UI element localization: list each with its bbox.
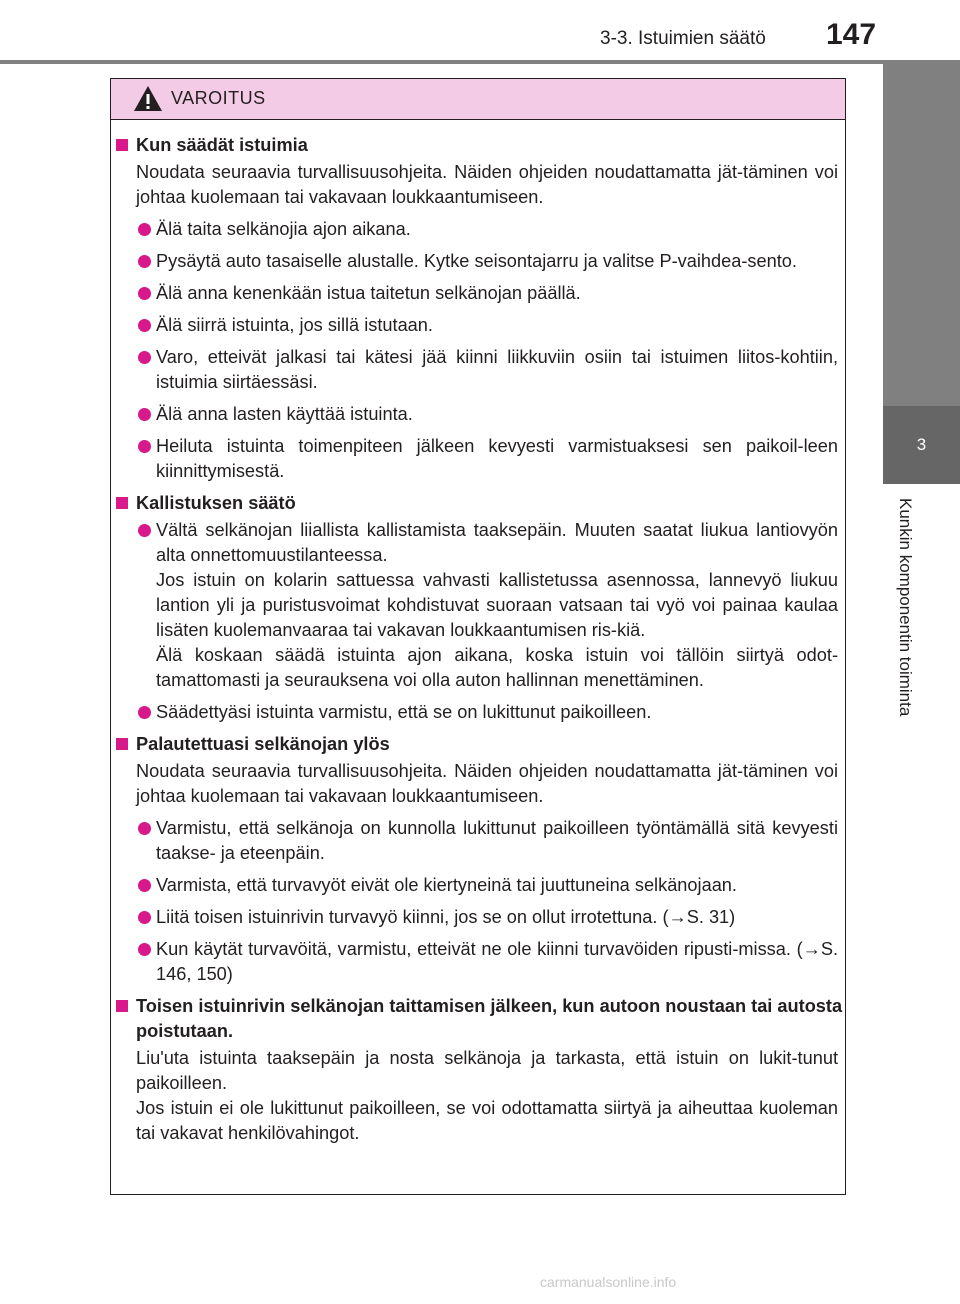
bullet-dot-icon — [138, 524, 151, 537]
section-square-icon — [116, 139, 128, 151]
bullet-item — [111, 402, 845, 427]
bullet-dot-icon — [138, 287, 151, 300]
section-heading-text: Kun säädät istuimia — [136, 135, 308, 155]
bullet-item — [111, 249, 845, 274]
bullet-dot-icon — [138, 408, 151, 421]
bullet-text: Kun käytät turvavöitä, varmistu, etteivät ne ole kiinni turvavöiden ripusti-missa. (→S. 146, 150) — [156, 939, 838, 984]
bullet-text: Liitä toisen istuinrivin turvavyö kiinni, jos se on ollut irrotettuna. (→S. 31) — [156, 907, 736, 927]
bullet-item — [111, 700, 845, 725]
warning-title: VAROITUS — [171, 88, 266, 108]
section-heading-text: Toisen istuinrivin selkänojan taittamisen jälkeen, kun autoon noustaan tai autosta poistutaan. — [136, 996, 843, 1041]
watermark: carmanualsonline.info — [540, 1274, 677, 1290]
bullet-text: Älä anna lasten käyttää istuinta. — [156, 404, 413, 424]
bullet-item — [111, 434, 845, 484]
section-heading — [111, 994, 845, 1044]
section-heading — [111, 491, 845, 516]
bullet-text: Älä anna kenenkään istua taitetun selkänojan päällä. — [156, 283, 581, 303]
bullet-dot-icon — [138, 706, 151, 719]
bullet-item — [111, 816, 845, 866]
bullet-item — [111, 518, 845, 693]
bullet-dot-icon — [138, 911, 151, 924]
section-paragraph: Jos istuin ei ole lukittunut paikoilleen, se voi odottamatta siirtyä ja aiheuttaa kuoleman tai vakavat henkilövahingot. — [136, 1098, 838, 1143]
section-heading — [111, 133, 845, 158]
chapter-tab[interactable]: 3 — [883, 406, 960, 484]
bullet-text: Varmista, että turvavyöt eivät ole kiertyneinä tai juuttuneina selkänojaan. — [156, 875, 737, 895]
bullet-dot-icon — [138, 440, 151, 453]
section-paragraph: Noudata seuraavia turvallisuusohjeita. Näiden ohjeiden noudattamatta jät-täminen voi johtaa kuolemaan tai vakavaan loukkaantumiseen. — [136, 162, 838, 207]
bullet-item — [111, 345, 845, 395]
section-title: 3-3. Istuimien säätö — [600, 28, 766, 49]
section-heading — [111, 732, 845, 757]
bullet-text: Älä siirrä istuinta, jos sillä istutaan. — [156, 315, 433, 335]
bullet-dot-icon — [138, 822, 151, 835]
section-square-icon — [116, 497, 128, 509]
chapter-title — [895, 498, 919, 738]
bullet-text: Älä koskaan säädä istuinta ajon aikana, koska istuin voi tällöin siirtyä odot-tamattomasti ja seurauksena voi olla auton hallinnan menettäminen. — [156, 645, 838, 690]
bullet-item — [111, 873, 845, 898]
bullet-text: Säädettyäsi istuinta varmistu, että se on lukittunut paikoilleen. — [156, 702, 652, 722]
bullet-item — [111, 905, 845, 930]
section-square-icon — [116, 738, 128, 750]
section-square-icon — [116, 1000, 128, 1012]
section-paragraph: Liu'uta istuinta taaksepäin ja nosta selkänoja ja tarkasta, että istuin on lukit-tunut paikoilleen. — [136, 1048, 838, 1093]
bullet-dot-icon — [138, 319, 151, 332]
bullet-item — [111, 313, 845, 338]
chapter-title-text: Kunkin komponentin toiminta — [896, 498, 915, 717]
bullet-text: Varo, etteivät jalkasi tai kätesi jää kiinni liikkuviin osiin tai istuimen liitos-kohtiin, istuimia siirtäessäsi. — [156, 347, 838, 392]
bullet-dot-icon — [138, 351, 151, 364]
bullet-item — [111, 281, 845, 306]
bullet-dot-icon — [138, 223, 151, 236]
warning-box — [110, 78, 846, 1195]
bullet-dot-icon — [138, 255, 151, 268]
bullet-text: Jos istuin on kolarin sattuessa vahvasti kallistetussa asennossa, lannevyö liukuu lantion yli ja puristusvoimat kohdistuvat suoraan vatsaan tai vyö voi painaa kaulaa lisäten kuolemanvaaraa tai vakavan loukkaantumisen ris-kiä. — [156, 570, 838, 640]
bullet-text: Älä taita selkänojia ajon aikana. — [156, 219, 411, 239]
side-band — [883, 64, 960, 406]
section-paragraph: Noudata seuraavia turvallisuusohjeita. Näiden ohjeiden noudattamatta jät-täminen voi johtaa kuolemaan tai vakavaan loukkaantumiseen. — [136, 761, 838, 806]
bullet-text: Heiluta istuinta toimenpiteen jälkeen kevyesti varmistuaksesi sen paikoil-leen kiinnittymisestä. — [156, 436, 838, 481]
bullet-text: Vältä selkänojan liiallista kallistamista taaksepäin. Muuten saatat liukua lantiovyön alta onnettomuustilanteessa. — [156, 520, 838, 565]
bullet-item — [111, 217, 845, 242]
bullet-dot-icon — [138, 943, 151, 956]
section-heading-text: Kallistuksen säätö — [136, 493, 296, 513]
warning-header — [111, 79, 845, 120]
bullet-text: Pysäytä auto tasaiselle alustalle. Kytke seisontajarru ja valitse P-vaihdea-sento. — [156, 251, 797, 271]
page-number: 147 — [826, 18, 877, 51]
header-rule — [0, 60, 960, 64]
warning-content — [111, 133, 845, 1153]
bullet-dot-icon — [138, 879, 151, 892]
section-heading-text: Palautettuasi selkänojan ylös — [136, 734, 390, 754]
warning-triangle-icon — [133, 85, 163, 117]
bullet-item — [111, 937, 845, 987]
bullet-text: Varmistu, että selkänoja on kunnolla lukittunut paikoilleen työntämällä sitä kevyesti taakse- ja eteenpäin. — [156, 818, 838, 863]
